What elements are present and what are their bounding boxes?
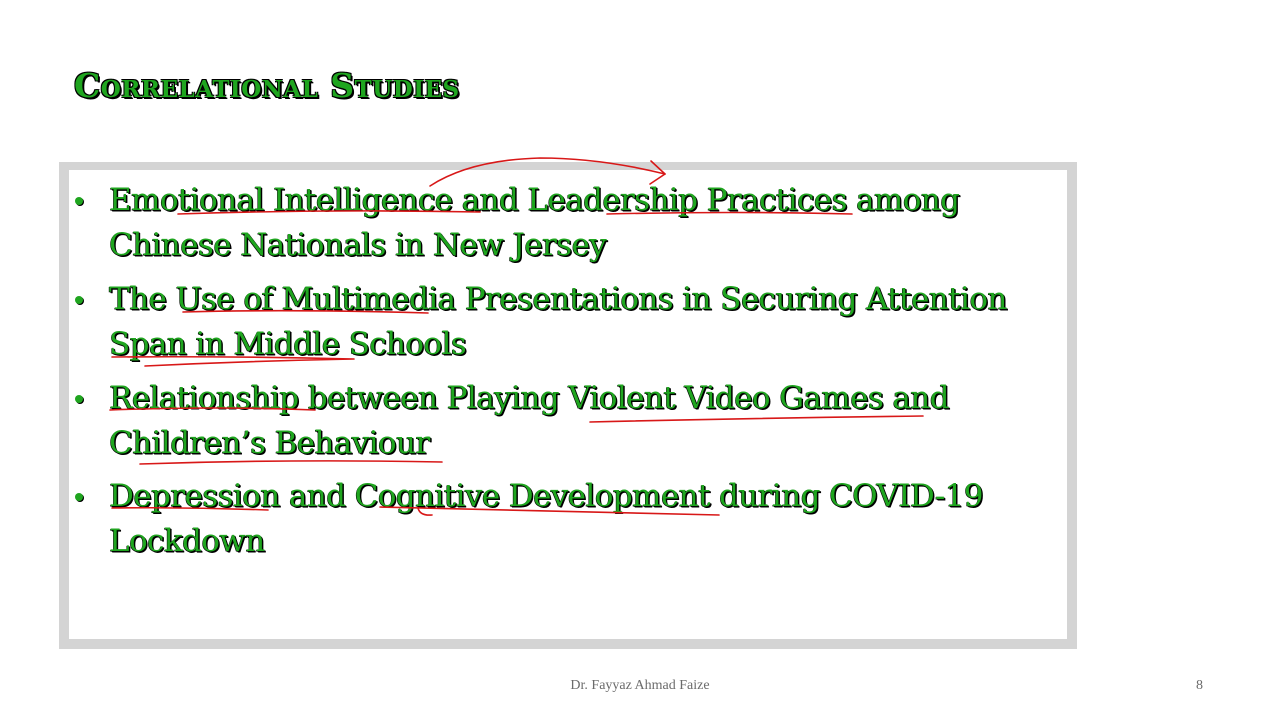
- bullet-dot-icon: [75, 493, 83, 501]
- slide-title: Correlational Studies: [74, 66, 460, 105]
- bullet-text: Emotional Intelligence and Leadership Practices among Chinese Nationals in New Jersey: [109, 182, 960, 263]
- footer-author: Dr. Fayyaz Ahmad Faize: [570, 678, 710, 693]
- bullet-item: [109, 376, 1054, 466]
- bullet-dot-icon: [75, 197, 83, 205]
- bullet-text: The Use of Multimedia Presentations in Securing Attention Span in Middle Schools: [109, 281, 1007, 362]
- bullet-dot-icon: [75, 395, 83, 403]
- page-number: 8: [1196, 678, 1203, 693]
- bullet-item: [109, 474, 1054, 564]
- content-box: [59, 162, 1077, 649]
- bullet-dot-icon: [75, 296, 83, 304]
- bullet-text: Depression and Cognitive Development during COVID-19 Lockdown: [109, 478, 983, 559]
- bullet-item: [109, 277, 1054, 367]
- bullet-text: Relationship between Playing Violent Video Games and Children’s Behaviour: [109, 380, 949, 461]
- bullet-item: [109, 178, 1054, 268]
